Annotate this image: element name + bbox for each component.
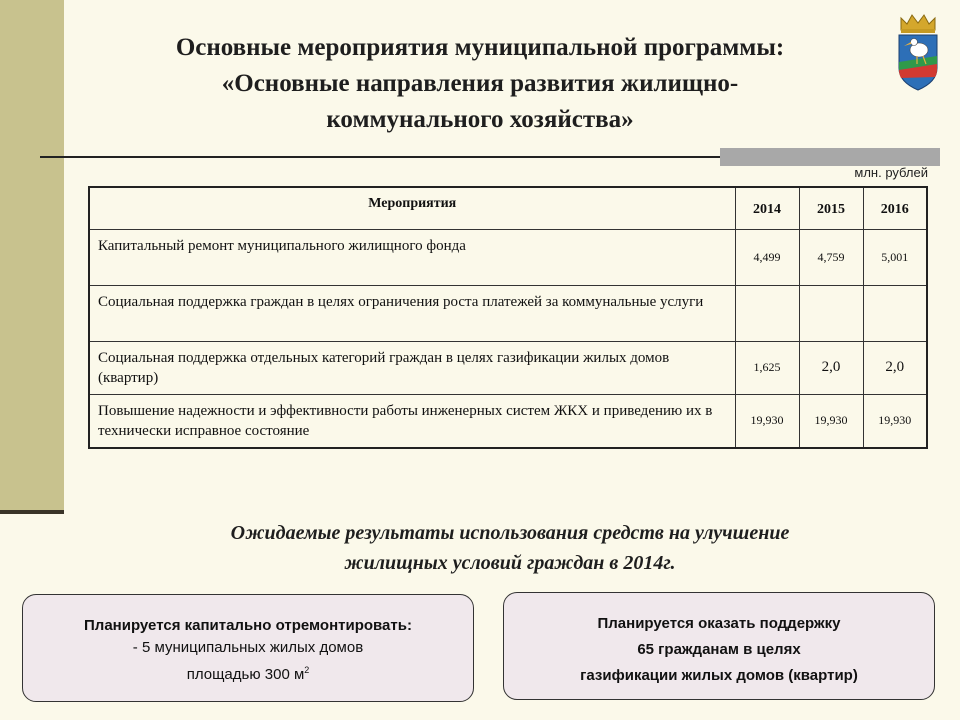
row-value-2016 (863, 285, 927, 341)
repair-plan-box (22, 594, 474, 702)
header-year-2015: 2015 (799, 187, 863, 229)
title-line-1: Основные мероприятия муниципальной программы: (175, 34, 785, 61)
row-value-2016: 19,930 (863, 394, 927, 448)
table-row (89, 341, 927, 394)
results-heading-line-2: жилищных условий граждан в 2014г. (344, 552, 676, 574)
support-line-3: газификации жилых домов (квартир) (580, 667, 858, 684)
title-divider-bar (720, 148, 940, 166)
left-decor-bar (0, 0, 64, 510)
repair-plan-area (23, 659, 473, 686)
row-value-2014 (735, 285, 799, 341)
row-activity: Повышение надежности и эффективности работы инженерных систем ЖКХ и приведению их в технически исправное состояние (89, 394, 735, 448)
title-line-2: «Основные направления развития жилищно- (221, 70, 739, 97)
header-activities: Мероприятия (89, 187, 735, 229)
page-title (80, 30, 880, 138)
table-row (89, 229, 927, 285)
table-row (89, 285, 927, 341)
table-row (89, 394, 927, 448)
row-value-2016: 5,001 (863, 229, 927, 285)
title-line-3: коммунального хозяйства» (326, 106, 634, 133)
left-decor-line (0, 510, 64, 514)
row-value-2014: 19,930 (735, 394, 799, 448)
row-value-2015 (799, 285, 863, 341)
repair-plan-title: Планируется капитально отремонтировать: (84, 617, 412, 634)
unit-label: млн. рублей (854, 165, 928, 180)
coat-of-arms-icon (893, 12, 943, 92)
row-value-2015: 19,930 (799, 394, 863, 448)
support-line-2: 65 гражданам в целях (637, 641, 801, 658)
row-activity: Социальная поддержка отдельных категорий граждан в целях газификации жилых домов (квартир) (89, 341, 735, 394)
results-heading (150, 518, 870, 578)
gasification-support-box (503, 592, 935, 700)
row-activity: Социальная поддержка граждан в целях ограничения роста платежей за коммунальные услуги (89, 285, 735, 341)
title-divider-line (40, 156, 720, 158)
repair-plan-area-sup: 2 (304, 665, 310, 675)
repair-plan-houses: - 5 муниципальных жилых домов (132, 639, 364, 656)
row-value-2015: 4,759 (799, 229, 863, 285)
row-value-2015: 2,0 (799, 341, 863, 394)
results-heading-line-1: Ожидаемые результаты использования средств на улучшение (230, 522, 790, 544)
activities-table (88, 186, 928, 449)
row-value-2016: 2,0 (863, 341, 927, 394)
repair-plan-area-text: площадью 300 м (186, 666, 305, 683)
support-line-1: Планируется оказать поддержку (597, 615, 841, 632)
row-value-2014: 1,625 (735, 341, 799, 394)
header-year-2014: 2014 (735, 187, 799, 229)
row-value-2014: 4,499 (735, 229, 799, 285)
table-header-row (89, 187, 927, 229)
row-activity: Капитальный ремонт муниципального жилищного фонда (89, 229, 735, 285)
header-year-2016: 2016 (863, 187, 927, 229)
